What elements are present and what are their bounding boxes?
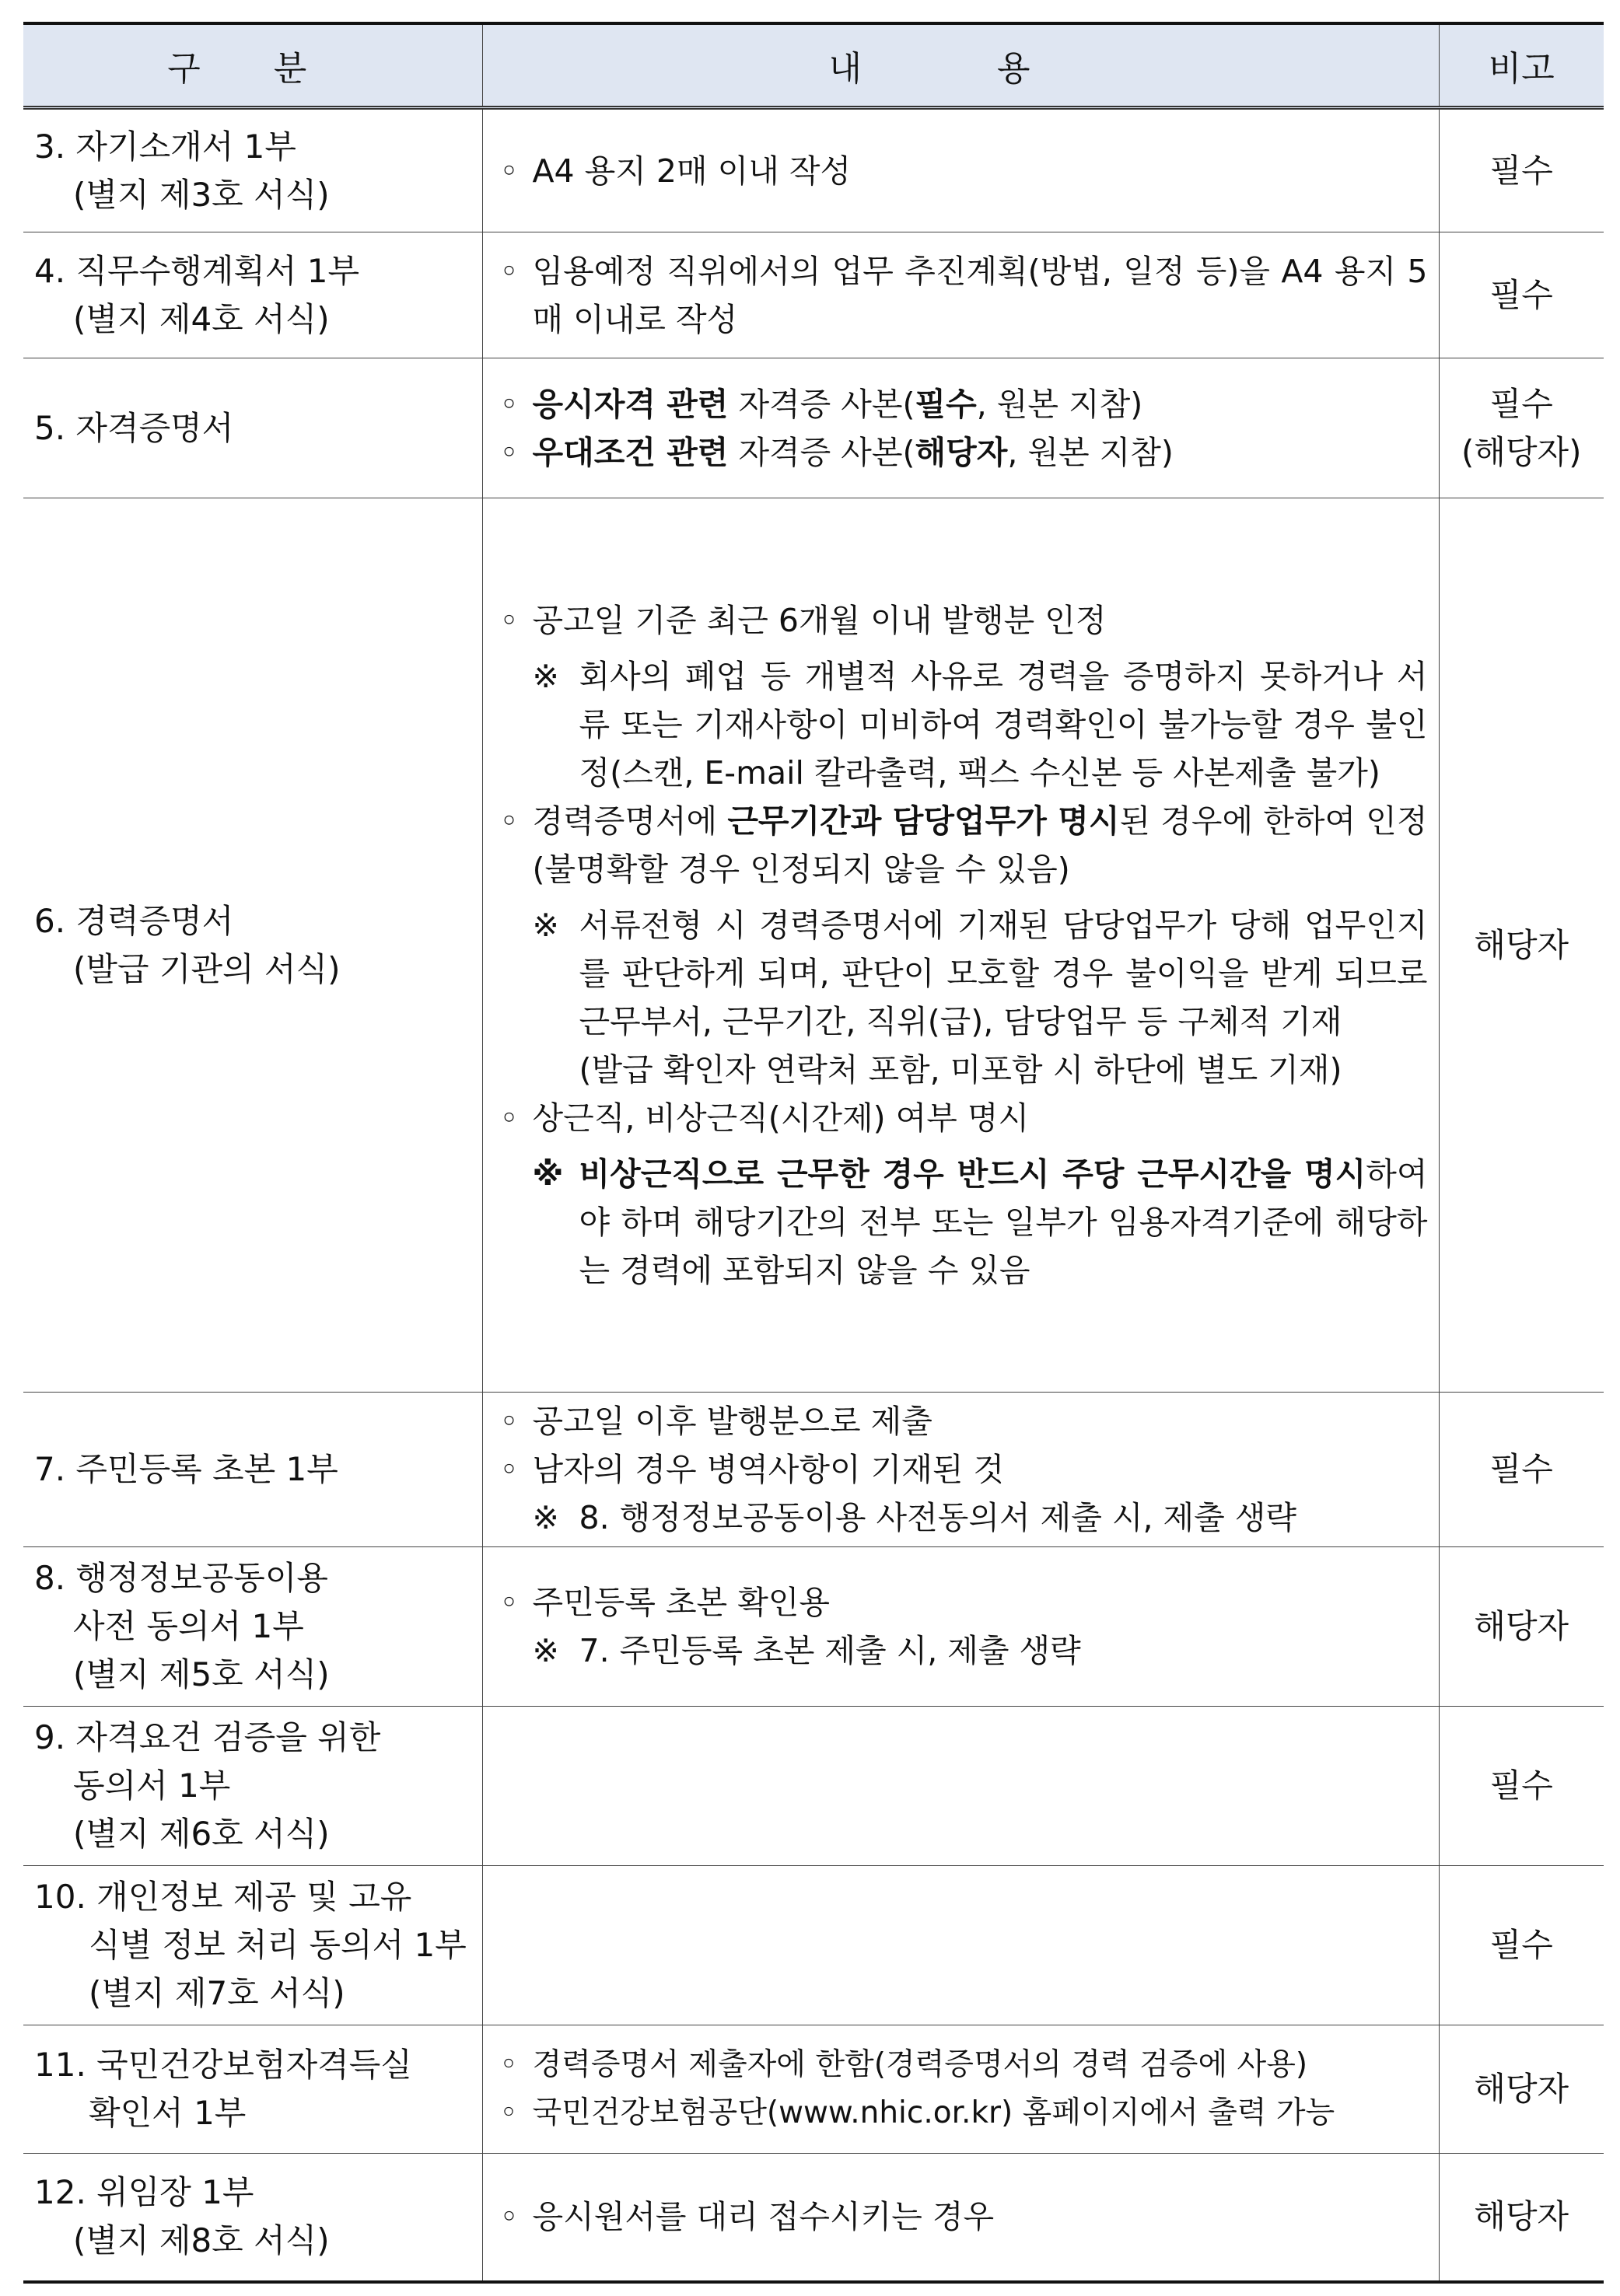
- table-row: [23, 1547, 1604, 1707]
- category-cell: 10. 개인정보 제공 및 고유 식별 정보 처리 동의서 1부 (별지 제7호 서식): [23, 1866, 482, 2025]
- category-cell: 3. 자기소개서 1부 (별지 제3호 서식): [23, 108, 482, 232]
- remark-cell: 해당자: [1439, 1547, 1604, 1707]
- table-header-row: [23, 23, 1604, 108]
- bullet-item: ◦ 남자의 경우 병역사항이 기재된 것: [494, 1445, 1428, 1494]
- note-item: ※ 8. 행정정보공동이용 사전동의서 제출 시, 제출 생략: [532, 1499, 1296, 1536]
- bullet-item: ◦ 국민건강보험공단(www.nhic.or.kr) 홈페이지에서 출력 가능: [494, 2089, 1428, 2137]
- remark-cell: 해당자: [1439, 2025, 1604, 2154]
- category-cell: 7. 주민등록 초본 1부: [23, 1393, 482, 1547]
- remark-cell: 필수: [1439, 108, 1604, 232]
- remark-cell: 필수 (해당자): [1439, 358, 1604, 498]
- category-cell: 11. 국민건강보험자격득실 확인서 1부: [23, 2025, 482, 2154]
- note-item: ※ 회사의 폐업 등 개별적 사유로 경력을 증명하지 못하거나 서류 또는 기재사항이 미비하여 경력확인이 불가능할 경우 불인정(스캔, E-mail 칼라출력, 팩스 수신본 등 사본제출 불가): [532, 657, 1428, 792]
- table-row: [23, 1866, 1604, 2025]
- content-cell: [482, 232, 1439, 358]
- bullet-item: ◦ 우대조건 관련 자격증 사본(해당자, 원본 지참): [494, 428, 1428, 477]
- note-item: ※ 7. 주민등록 초본 제출 시, 제출 생략: [532, 1632, 1081, 1669]
- table-row: [23, 108, 1604, 232]
- table-row: [23, 1393, 1604, 1547]
- bullet-item: ◦ 경력증명서 제출자에 한함(경력증명서의 경력 검증에 사용): [494, 2041, 1428, 2089]
- bullet-item: ◦ A4 용지 2매 이내 작성: [494, 147, 1428, 195]
- content-cell: [482, 2025, 1439, 2154]
- bullet-item: ◦ 주민등록 초본 확인용: [494, 1578, 1428, 1627]
- remark-cell: 필수: [1439, 1393, 1604, 1547]
- category-cell: 4. 직무수행계획서 1부 (별지 제4호 서식): [23, 232, 482, 358]
- content-cell: [482, 108, 1439, 232]
- document-requirements-table: [23, 22, 1604, 2284]
- remark-cell: 필수: [1439, 232, 1604, 358]
- bullet-item: ◦ 응시원서를 대리 접수시키는 경우: [494, 2193, 1428, 2241]
- category-cell: 9. 자격요건 검증을 위한 동의서 1부 (별지 제6호 서식): [23, 1707, 482, 1866]
- header-category: 구 분: [23, 23, 482, 108]
- content-cell: [482, 1707, 1439, 1866]
- note-item: ※ 비상근직으로 근무한 경우 반드시 주당 근무시간을 명시하여야 하며 해당기간의 전부 또는 일부가 임용자격기준에 해당하는 경력에 포함되지 않을 수 있음: [532, 1155, 1428, 1289]
- header-content: 내 용: [482, 23, 1439, 108]
- remark-cell: 필수: [1439, 1866, 1604, 2025]
- note-item: ※ 서류전형 시 경력증명서에 기재된 담당업무가 당해 업무인지를 판단하게 되며, 판단이 모호할 경우 불이익을 받게 되므로 근무부서, 근무기간, 직위(급), 담당업무 등 구체적 기재: [532, 906, 1428, 1040]
- remark-cell: 필수: [1439, 1707, 1604, 1866]
- header-remark: 비고: [1439, 23, 1604, 108]
- content-cell: [482, 2154, 1439, 2282]
- table-row: [23, 1707, 1604, 1866]
- table-row: [23, 358, 1604, 498]
- category-cell: 12. 위임장 1부 (별지 제8호 서식): [23, 2154, 482, 2282]
- content-cell: [482, 358, 1439, 498]
- table-row: [23, 2154, 1604, 2282]
- table-row: [23, 2025, 1604, 2154]
- category-cell: 5. 자격증명서: [23, 358, 482, 498]
- bullet-item: ◦ 임용예정 직위에서의 업무 추진계획(방법, 일정 등)을 A4 용지 5매 이내로 작성: [494, 247, 1428, 344]
- category-cell: 8. 행정정보공동이용 사전 동의서 1부 (별지 제5호 서식): [23, 1547, 482, 1707]
- remark-cell: 해당자: [1439, 2154, 1604, 2282]
- bullet-item: ◦ 응시자격 관련 자격증 사본(필수, 원본 지참): [494, 380, 1428, 428]
- bullet-item: ◦ 공고일 기준 최근 6개월 이내 발행분 인정: [494, 596, 1428, 645]
- remark-cell: 해당자: [1439, 498, 1604, 1393]
- bullet-item: ◦ 상근직, 비상근직(시간제) 여부 명시: [494, 1094, 1428, 1142]
- table-row: [23, 498, 1604, 1393]
- table-row: [23, 232, 1604, 358]
- bullet-item: ◦ 공고일 이후 발행분으로 제출: [494, 1397, 1428, 1445]
- content-cell: [482, 1547, 1439, 1707]
- note-subtext: (발급 확인자 연락처 포함, 미포함 시 하단에 별도 기재): [579, 1050, 1342, 1089]
- content-cell: [482, 1866, 1439, 2025]
- content-cell: [482, 498, 1439, 1393]
- content-cell: [482, 1393, 1439, 1547]
- bullet-item: ◦ 경력증명서에 근무기간과 담당업무가 명시된 경우에 한하여 인정(불명확할 경우 인정되지 않을 수 있음): [494, 797, 1428, 893]
- category-cell: 6. 경력증명서 (발급 기관의 서식): [23, 498, 482, 1393]
